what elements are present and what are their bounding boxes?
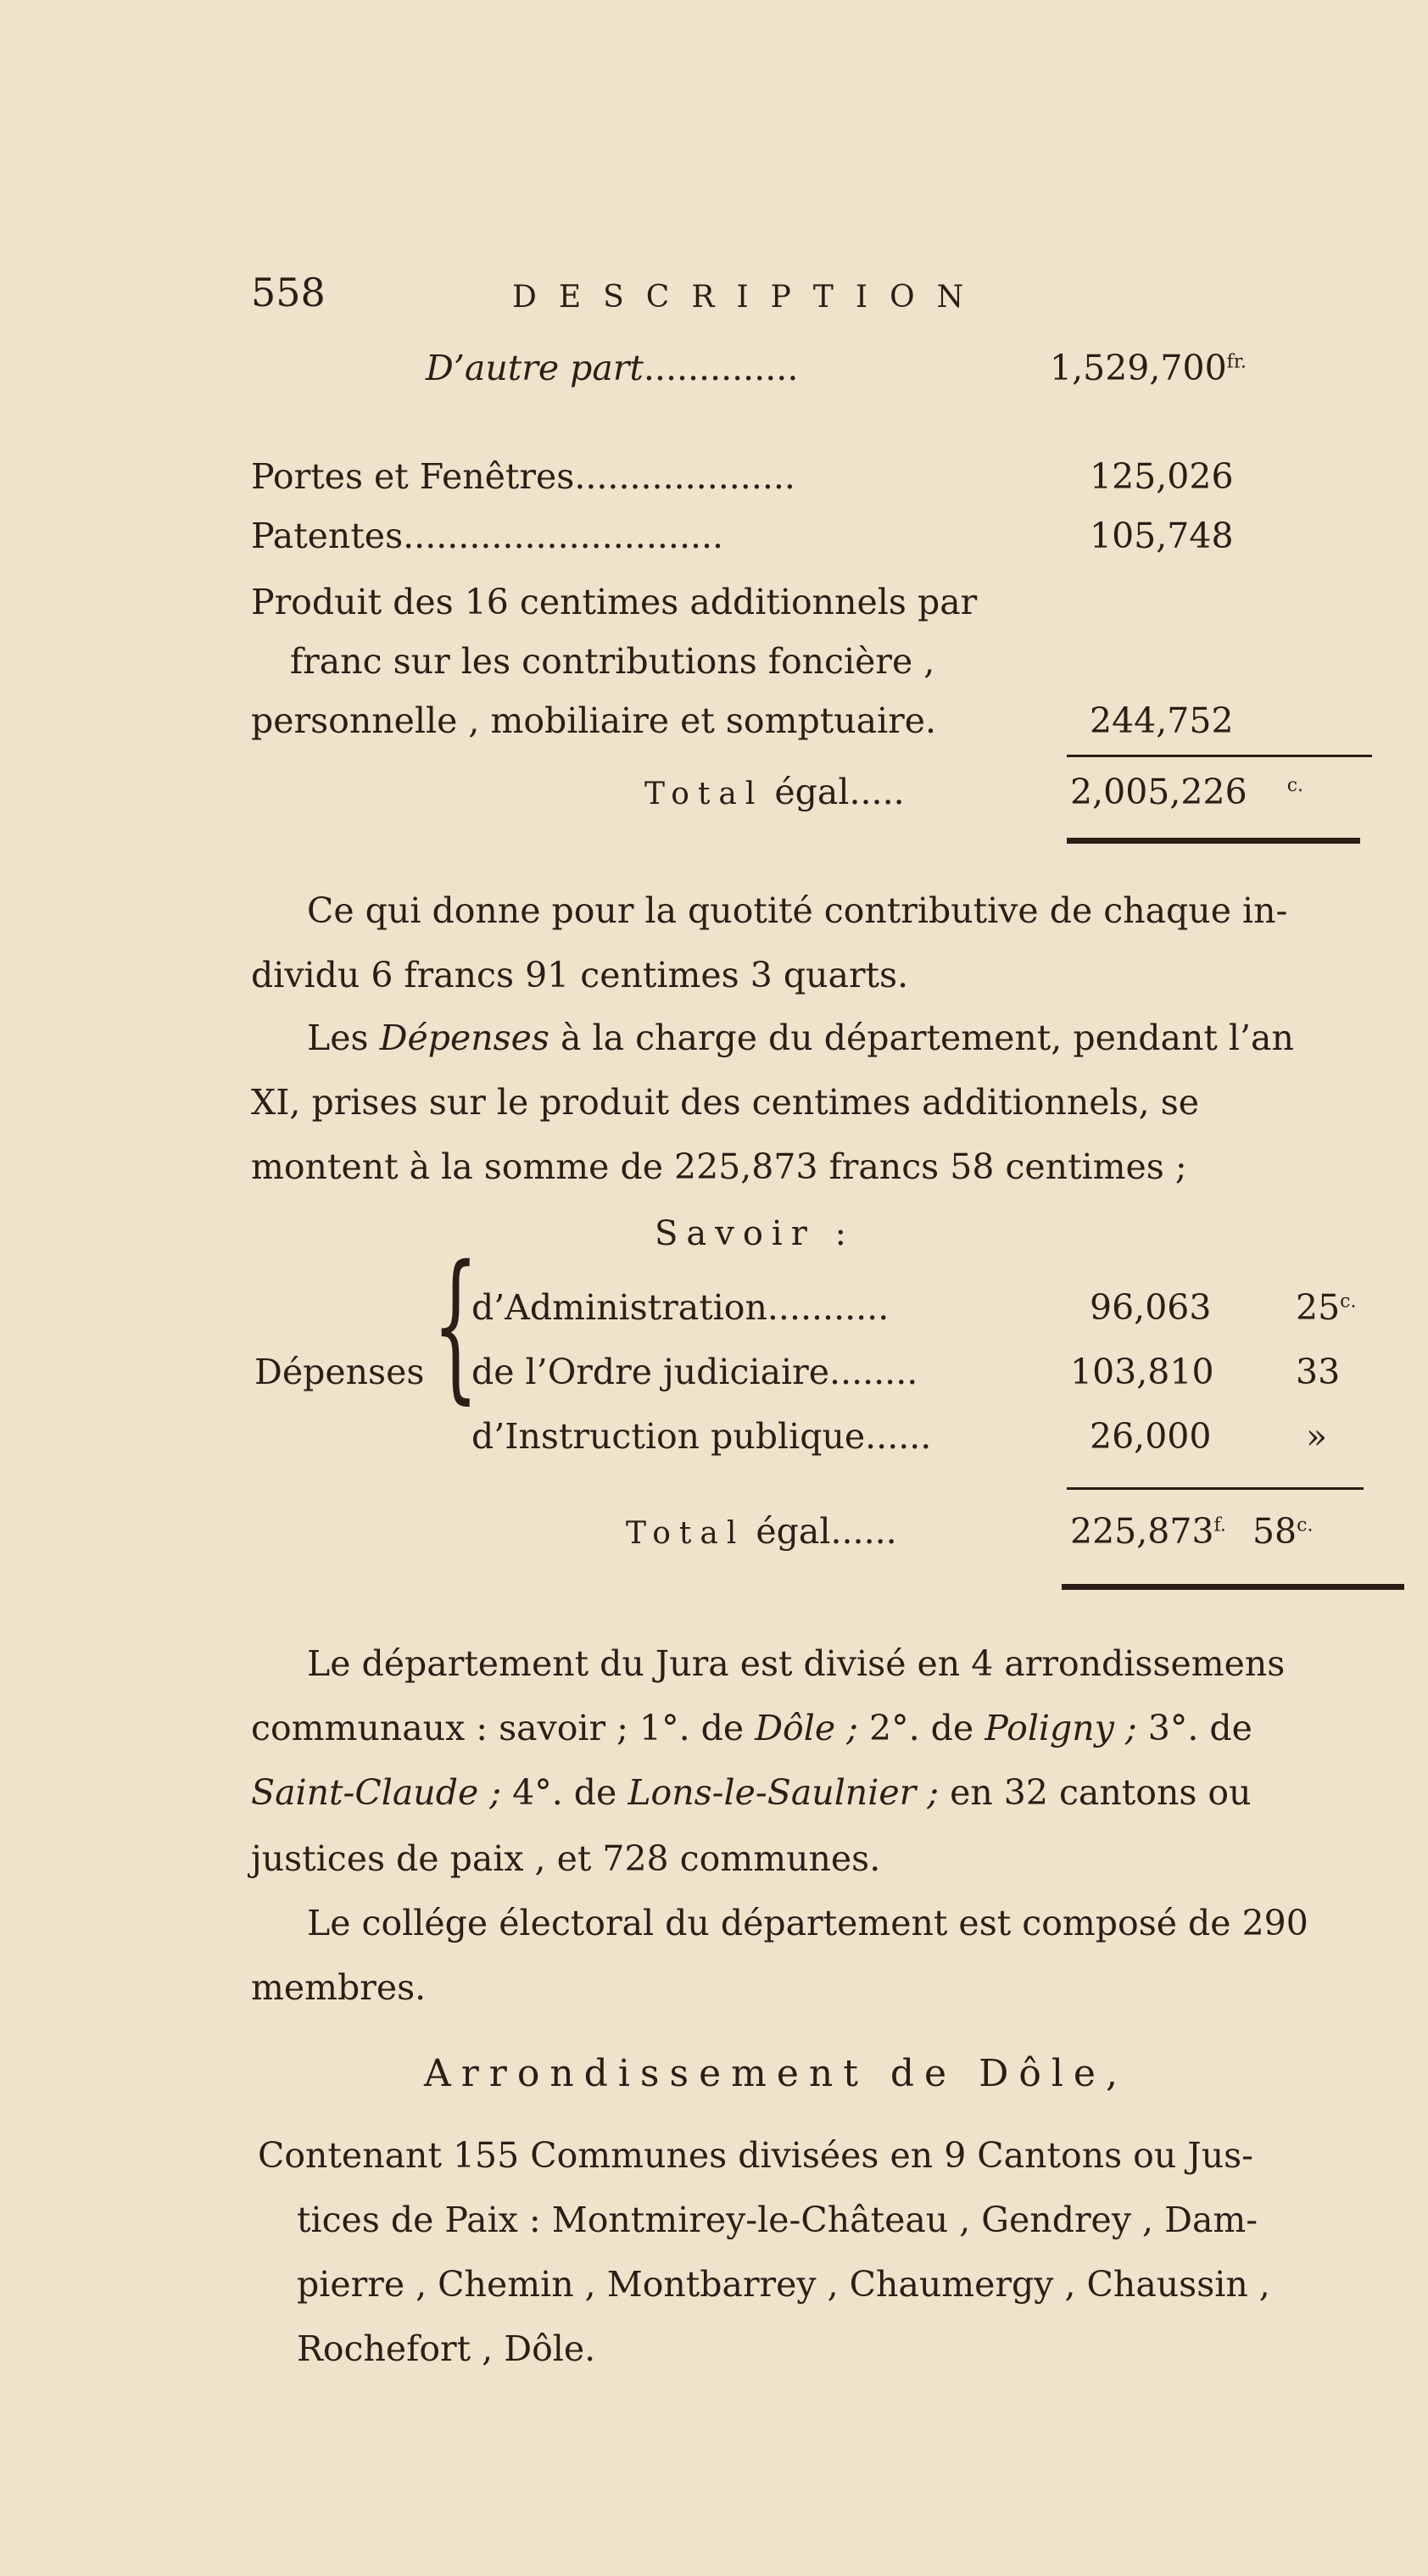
row-portes-label: Portes et Fenêtres.................... (251, 456, 795, 497)
section-heading: Arrondissement de Dôle, (424, 2052, 1128, 2095)
para5-line-2: tices de Paix : Montmirey-le-Château , Gendrey , Dam- (297, 2200, 1258, 2240)
total-1-unit: c. (1286, 775, 1304, 797)
row-portes-amount: 125,026 (1090, 456, 1234, 497)
total-2-rule (1062, 1584, 1404, 1590)
row-judiciaire-cents: 33 (1296, 1352, 1341, 1392)
subtotal-rule (1067, 755, 1372, 757)
subtotal-2-rule (1067, 1487, 1364, 1490)
total-1-label-cell: Total égal..... (644, 772, 905, 812)
para1-line-2: dividu 6 francs 91 centimes 3 quarts. (251, 955, 909, 995)
row-administration-cents-cell: $25^{c.}$ (1296, 1287, 1357, 1328)
row-administration-francs: 96,063 (1090, 1287, 1212, 1328)
row-judiciaire-francs: 103,810 (1070, 1352, 1214, 1392)
row-instruction-francs: 26,000 (1090, 1416, 1212, 1457)
produit-line-1: Produit des 16 centimes additionnels par (251, 582, 978, 622)
produit-line-3: personnelle , mobiliaire et somptuaire. (251, 700, 937, 741)
total-2-egal: égal (756, 1511, 831, 1552)
carry-forward-row (426, 348, 798, 388)
para4-line-2: membres. (251, 1967, 427, 2008)
carry-label: D’autre part (426, 348, 644, 388)
row-patentes-label: Patentes............................. (251, 516, 724, 556)
total-1-amount: 2,005,226 (1070, 772, 1247, 812)
para2-line-1: Les Dépenses à la charge du département, pendant l’an (307, 1018, 1294, 1058)
total-2-francs: 225,873 (1070, 1511, 1214, 1552)
para5-line-1: Contenant 155 Communes divisées en 9 Cantons ou Jus- (258, 2135, 1254, 2176)
produit-line-2: franc sur les contributions foncière , (290, 641, 935, 682)
para2-line-3: montent à la somme de 225,873 francs 58 centimes ; (251, 1146, 1187, 1187)
depenses-brace-label: Dépenses (254, 1352, 425, 1392)
carry-amount-cell (1050, 348, 1247, 388)
para2-line-2: XI, prises sur le produit des centimes additionnels, se (251, 1082, 1200, 1123)
para3-line-1: Le département du Jura est divisé en 4 arrondissemens (307, 1643, 1286, 1684)
total-1-rule (1067, 838, 1360, 844)
total-1-label: Total (644, 777, 764, 811)
carry-unit: fr. (1226, 351, 1247, 373)
total-2-cents: 58 (1252, 1511, 1297, 1552)
para3-line-4: justices de paix , et 728 communes. (251, 1838, 881, 1879)
para5-line-4: Rochefort , Dôle. (297, 2328, 596, 2369)
total-2-label: Total (626, 1516, 745, 1551)
para5-line-3: pierre , Chemin , Montbarrey , Chaumergy , Chaussin , (297, 2264, 1270, 2305)
total-1-amount-cell (1070, 772, 1303, 812)
row-administration-label: d’Administration........... (471, 1287, 890, 1328)
brace-icon: { (432, 1231, 479, 1419)
row-instruction-label: d’Instruction publique...... (471, 1416, 932, 1457)
savoir-heading: Savoir : (655, 1214, 856, 1253)
total-2-label-cell: Total égal...... (626, 1511, 897, 1552)
running-title: DESCRIPTION (512, 280, 986, 315)
para1-line-1: Ce qui donne pour la quotité contributive de chaque in- (307, 890, 1288, 931)
total-2-amount-cell: $225,873^{f.}$ $58^{c.}$ (1070, 1511, 1314, 1552)
para3-line-2: communaux : savoir ; 1°. de Dôle ; 2°. de Poligny ; 3°. de (251, 1708, 1252, 1748)
para4-line-1: Le collége électoral du département est composé de 290 (307, 1903, 1308, 1943)
row-judiciaire-label: de l’Ordre judiciaire........ (471, 1352, 918, 1392)
carry-amount: 1,529,700 (1050, 348, 1227, 388)
para3-line-3: Saint-Claude ; 4°. de Lons-le-Saulnier ; en 32 cantons ou (251, 1772, 1252, 1813)
produit-amount: 244,752 (1090, 700, 1234, 741)
row-instruction-cents: » (1306, 1416, 1328, 1457)
row-patentes-amount: 105,748 (1090, 516, 1234, 556)
total-1-egal: égal (774, 772, 850, 812)
page-number: 558 (251, 270, 326, 315)
carry-dots: .............. (643, 348, 799, 388)
